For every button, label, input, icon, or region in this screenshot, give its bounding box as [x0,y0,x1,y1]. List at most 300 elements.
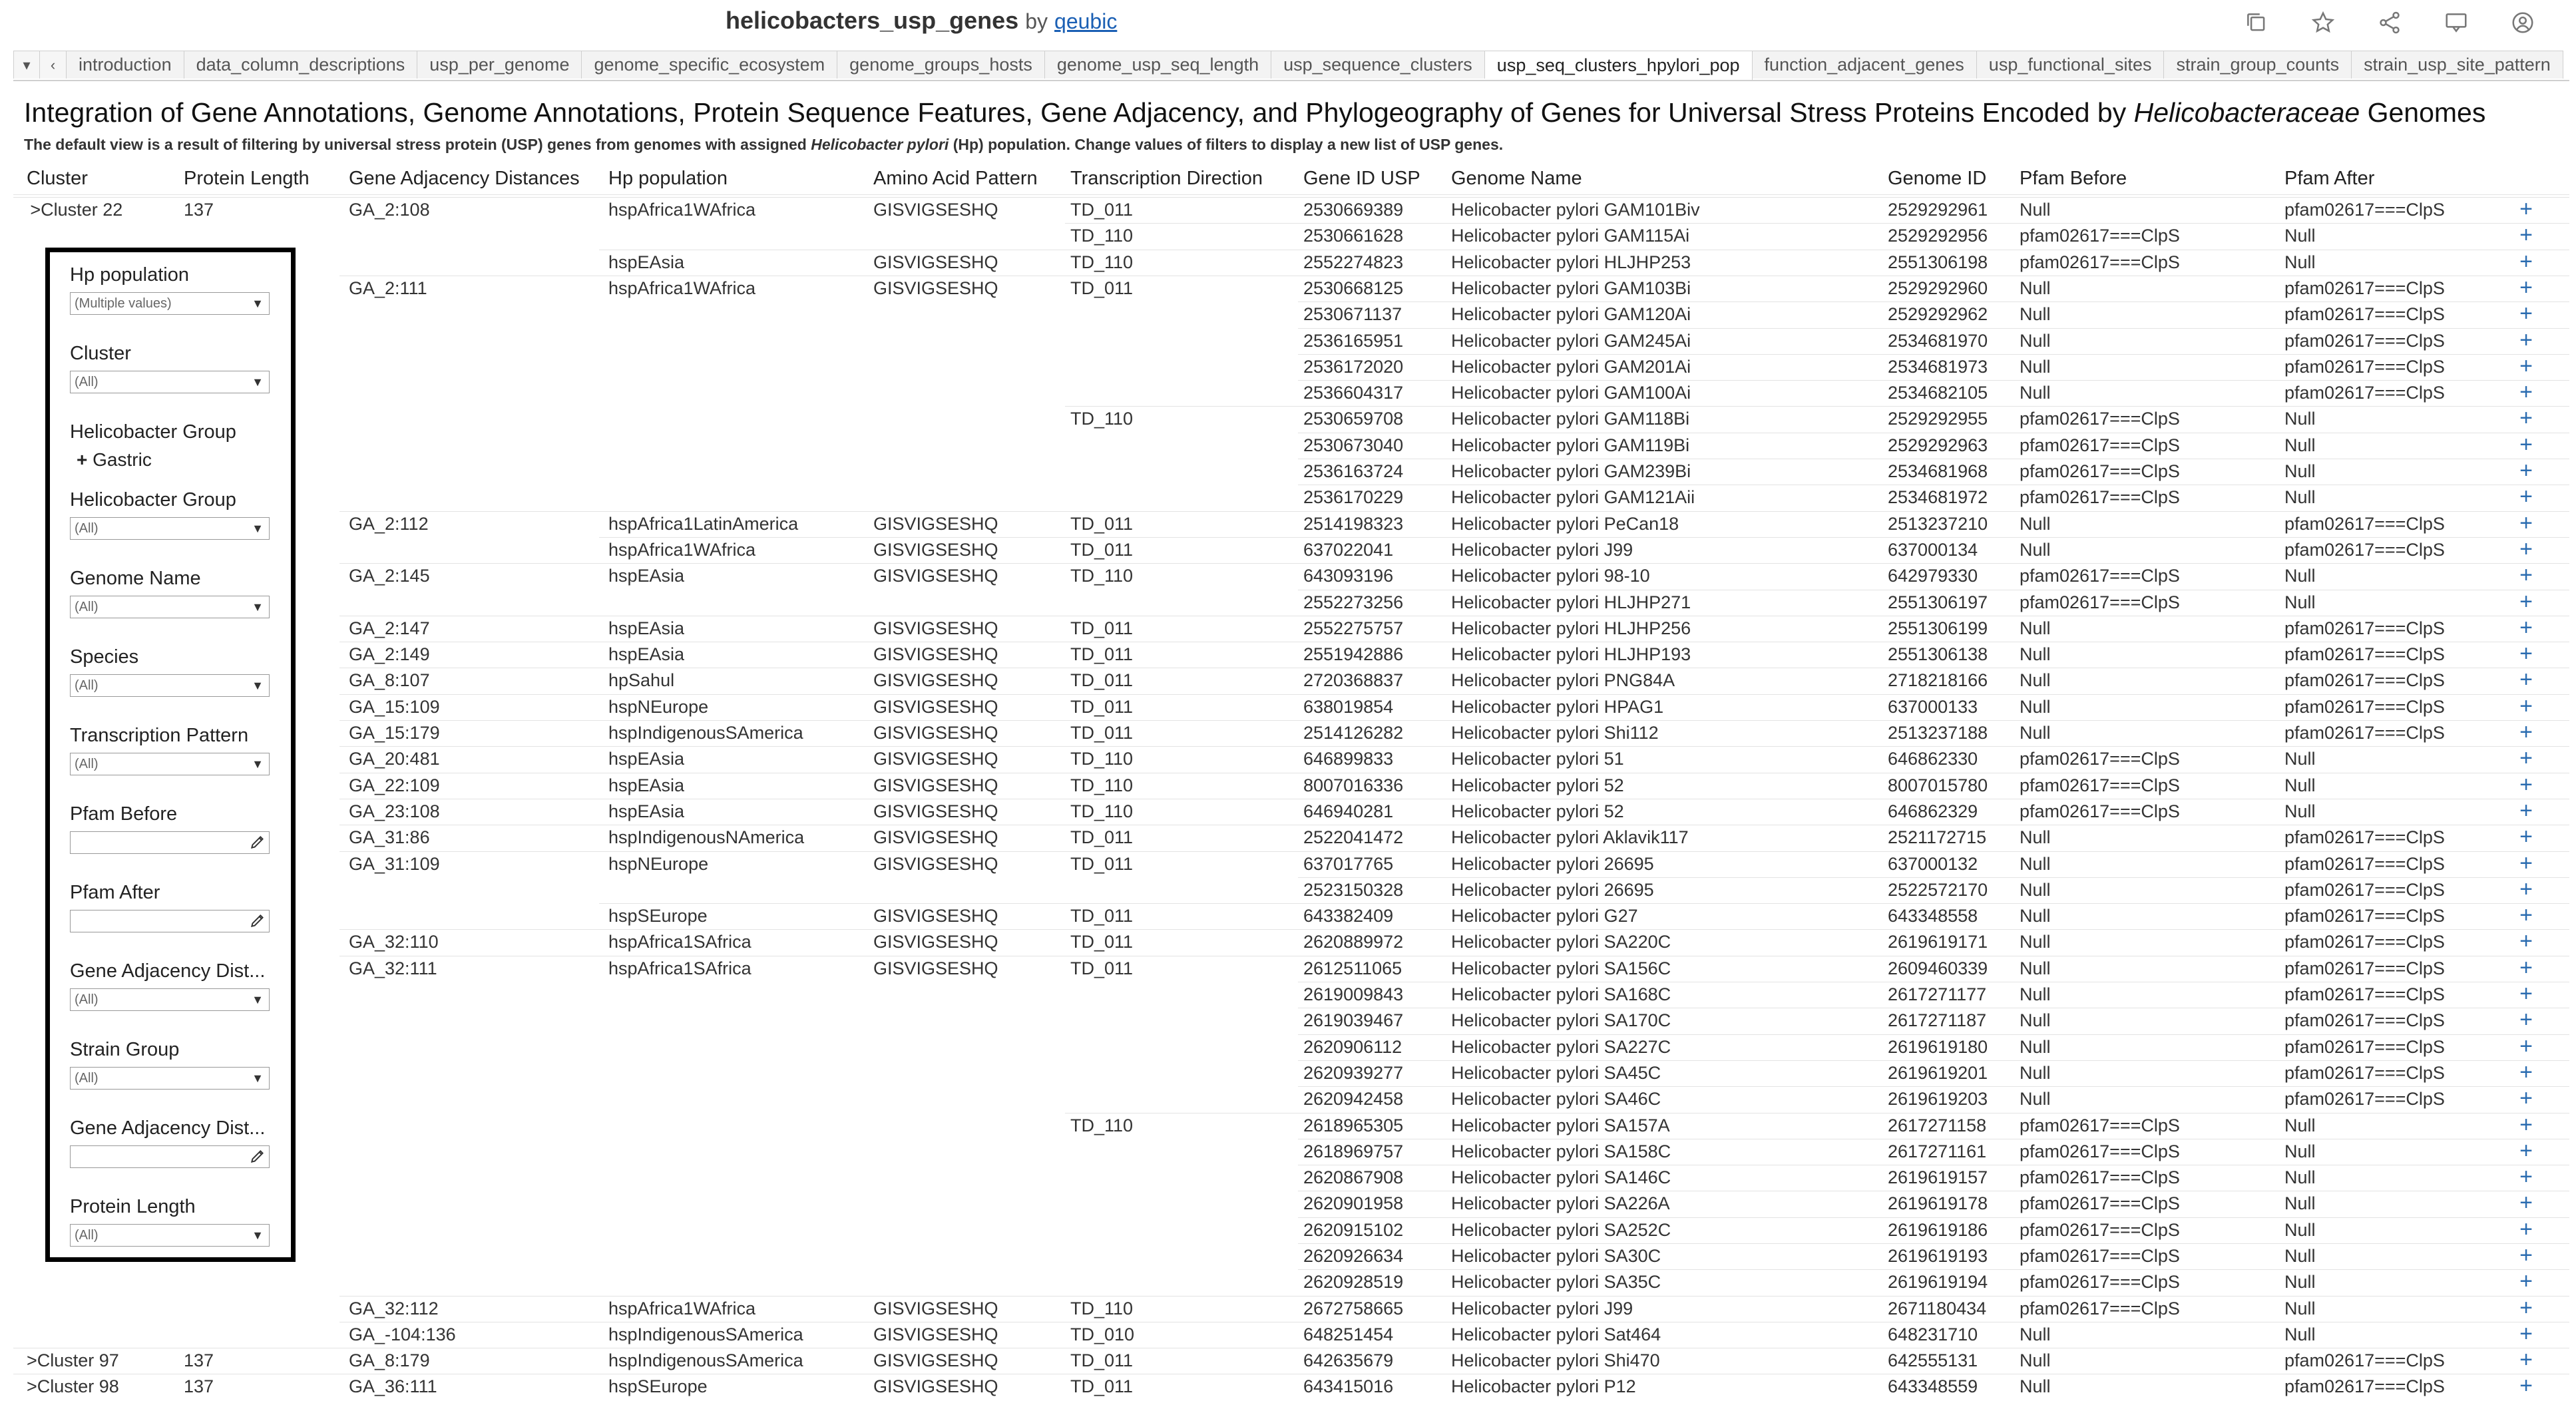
cell-pfam-after: pfam02617===ClpS [2284,854,2445,874]
cell-amino-acid-pattern: GISVIGSESHQ [873,932,998,952]
cell-pfam-before: Null [2020,200,2051,220]
filter-label-pfam-before: Pfam Before [70,803,178,825]
plus-icon[interactable]: + [2519,694,2533,719]
cell-pfam-before: Null [2020,1010,2051,1030]
cell-pfam-after: pfam02617===ClpS [2284,200,2445,220]
cell-pfam-after: pfam02617===ClpS [2284,304,2445,324]
cell-gene-id: 2514198323 [1303,514,1404,534]
cell-genome-name: Helicobacter pylori GAM121Aii [1451,487,1695,507]
plus-icon[interactable]: + [2519,928,2533,954]
cell-transcription-direction: TD_011 [1070,958,1134,978]
cell-gene-id: 2618969757 [1303,1141,1404,1161]
cell-hp-population: hspIndigenousSAmerica [608,1350,803,1370]
workbook-name: helicobacters_usp_genes [726,7,1019,34]
plus-icon[interactable]: + [2519,1295,2533,1320]
cell-gene-adjacency: GA_32:110 [349,932,439,952]
plus-icon[interactable]: + [2519,981,2533,1006]
cell-genome-id: 2619619157 [1888,1167,1988,1187]
filter-dropdown-value: (All) [75,1228,99,1243]
cell-pfam-before: pfam02617===ClpS [2020,1220,2180,1240]
cell-transcription-direction: TD_110 [1070,1115,1134,1135]
cell-genome-name: Helicobacter pylori PeCan18 [1451,514,1679,534]
tab-strain-group-counts[interactable]: strain_group_counts [2164,51,2352,79]
plus-icon[interactable]: + [2519,719,2533,745]
cell-pfam-before: pfam02617===ClpS [2020,801,2180,821]
cell-genome-id: 2529292955 [1888,409,1988,429]
plus-icon[interactable]: + [2519,1112,2533,1137]
cell-gene-adjacency: GA_2:108 [349,200,430,220]
filter-label-transcription-pattern: Transcription Pattern [70,725,249,746]
cell-pfam-after: Null [2284,775,2316,795]
cell-genome-id: 2619619193 [1888,1246,1988,1266]
col-header-gene-adjacency[interactable]: Gene Adjacency Distances [349,168,580,189]
cell-genome-id: 2534681968 [1888,461,1988,481]
cell-genome-id: 648231710 [1888,1324,1978,1344]
filter-label-protein-length: Protein Length [70,1196,196,1217]
copy-icon[interactable] [2243,9,2270,36]
tab-usp-sequence-clusters[interactable]: usp_sequence_clusters [1271,51,1485,79]
plus-icon[interactable]: + [2519,536,2533,562]
filter-label-cluster: Cluster [70,343,131,364]
edit-pencil-icon [249,912,266,929]
cell-genome-id: 643348558 [1888,906,1978,926]
cell-gene-adjacency: GA_23:108 [349,801,440,821]
plus-icon[interactable]: + [2519,379,2533,405]
cell-gene-adjacency: GA_2:147 [349,618,430,638]
col-header-gene-id[interactable]: Gene ID USP [1303,168,1420,189]
tab-introduction[interactable]: introduction [67,51,184,79]
cell-genome-name: Helicobacter pylori GAM119Bi [1451,435,1690,455]
filter-dropdown[interactable] [70,371,270,393]
cell-pfam-before: Null [2020,644,2051,664]
cell-genome-name: Helicobacter pylori 52 [1451,775,1624,795]
cell-amino-acid-pattern: GISVIGSESHQ [873,252,998,272]
cell-transcription-direction: TD_011 [1070,278,1134,298]
cell-genome-name: Helicobacter pylori SA220C [1451,932,1671,952]
chevron-down-icon: ▼ [252,522,264,535]
cell-cluster[interactable]: >Cluster 98 [27,1376,119,1396]
filter-label-genome-name: Genome Name [70,568,201,589]
col-header-protein-length[interactable]: Protein Length [184,168,310,189]
author-link[interactable]: qeubic [1054,9,1118,33]
plus-icon[interactable]: + [2519,1060,2533,1085]
cell-transcription-direction: TD_011 [1070,906,1134,926]
cell-pfam-before: pfam02617===ClpS [2020,1299,2180,1318]
plus-icon[interactable]: + [2519,510,2533,536]
cell-genome-name: Helicobacter pylori HLJHP256 [1451,618,1691,638]
cell-genome-name: Helicobacter pylori GAM245Ai [1451,331,1691,351]
plus-icon[interactable]: + [2519,667,2533,692]
filter-text-input[interactable] [70,831,270,854]
plus-icon[interactable]: + [2519,196,2533,222]
filter-dropdown[interactable] [70,988,270,1011]
cell-pfam-after: pfam02617===ClpS [2284,697,2445,717]
cell-genome-id: 2617271187 [1888,1010,1987,1030]
top-toolbar [2243,9,2536,36]
cell-genome-name: Helicobacter pylori SA168C [1451,984,1671,1004]
cell-amino-acid-pattern: GISVIGSESHQ [873,749,998,769]
cell-pfam-before: Null [2020,723,2051,743]
cell-genome-id: 2521172715 [1888,827,1987,847]
filter-dropdown[interactable] [70,753,270,775]
plus-icon[interactable]: + [2519,353,2533,379]
plus-icon[interactable]: + [2519,641,2533,666]
cell-gene-id: 2619039467 [1303,1010,1404,1030]
cell-gene-id: 2551942886 [1303,644,1404,664]
cell-gene-id: 2672758665 [1303,1299,1404,1318]
cell-gene-adjacency: GA_2:149 [349,644,430,664]
cell-pfam-before: Null [2020,984,2051,1004]
plus-icon[interactable]: + [2519,249,2533,274]
plus-icon[interactable]: + [2519,327,2533,353]
title-italic: Helicobacteraceae [2133,97,2360,128]
plus-icon[interactable]: + [2519,562,2533,588]
cell-pfam-after: Null [2284,1246,2316,1266]
tab-data-column-descriptions[interactable]: data_column_descriptions [184,51,418,79]
header-divider [13,194,2569,195]
cell-pfam-after: pfam02617===ClpS [2284,880,2445,900]
filter-dropdown[interactable] [70,517,270,540]
plus-icon[interactable]: + [2519,851,2533,876]
cell-hp-population: hspAfrica1WAfrica [608,200,756,220]
plus-icon[interactable]: + [2519,484,2533,509]
cell-pfam-before: pfam02617===ClpS [2020,592,2180,612]
cell-hp-population: hspNEurope [608,854,709,874]
col-header-hp-population[interactable]: Hp population [608,168,728,189]
cell-pfam-after: pfam02617===ClpS [2284,670,2445,690]
row-divider [1065,223,2569,224]
filter-text-input[interactable] [70,910,270,932]
cell-genome-name: Helicobacter pylori GAM103Bi [1451,278,1691,298]
plus-icon[interactable]: + [2519,1007,2533,1032]
cell-gene-id: 2536163724 [1303,461,1404,481]
cell-gene-id: 2522041472 [1303,827,1404,847]
cell-genome-id: 646862329 [1888,801,1978,821]
plus-icon[interactable]: + [2519,1347,2533,1372]
cell-pfam-before: Null [2020,906,2051,926]
cell-amino-acid-pattern: GISVIGSESHQ [873,775,998,795]
cell-transcription-direction: TD_110 [1070,409,1134,429]
cell-genome-name: Helicobacter pylori GAM120Ai [1451,304,1691,324]
cell-genome-id: 2617271161 [1888,1141,1987,1161]
plus-icon[interactable]: + [2519,615,2533,640]
cell-pfam-after: Null [2284,409,2316,429]
chevron-down-icon: ▼ [252,297,264,310]
star-icon[interactable] [2310,9,2336,36]
cell-pfam-before: Null [2020,278,2051,298]
cell-gene-id: 2523150328 [1303,880,1404,900]
cell-protein-length: 137 [184,1350,214,1370]
comment-icon[interactable] [2443,9,2469,36]
cell-gene-id: 2552274823 [1303,252,1404,272]
cell-hp-population: hspAfrica1LatinAmerica [608,514,799,534]
cell-pfam-after: Null [2284,1272,2316,1292]
cell-transcription-direction: TD_011 [1070,540,1134,560]
plus-icon[interactable]: + [2519,589,2533,614]
cell-pfam-before: pfam02617===ClpS [2020,226,2180,246]
top-bar [0,0,2576,47]
cell-pfam-after: Null [2284,252,2316,272]
plus-icon[interactable]: + [2519,1243,2533,1268]
plus-icon[interactable]: + [2519,772,2533,797]
cell-amino-acid-pattern: GISVIGSESHQ [873,1299,998,1318]
cell-gene-id: 2620889972 [1303,932,1404,952]
cell-pfam-before: pfam02617===ClpS [2020,435,2180,455]
cell-genome-id: 2522572170 [1888,880,1988,900]
plus-icon[interactable]: + [2519,824,2533,849]
subtitle-end: (Hp) population. Change values of filters to display a new list of USP genes. [949,136,1504,153]
cell-transcription-direction: TD_110 [1070,775,1134,795]
tab-usp-per-genome[interactable]: usp_per_genome [417,51,582,79]
chevron-down-icon: ▼ [252,679,264,692]
plus-icon[interactable]: + [2519,1373,2533,1398]
cell-gene-adjacency: GA_22:109 [349,775,440,795]
plus-icon[interactable]: + [2519,1269,2533,1294]
tab-usp-seq-clusters-hpylori-pop[interactable]: usp_seq_clusters_hpylori_pop [1485,51,1753,80]
cell-pfam-after: pfam02617===ClpS [2284,278,2445,298]
filter-dropdown[interactable] [70,674,270,697]
plus-icon[interactable]: + [2519,405,2533,431]
cell-pfam-after: pfam02617===ClpS [2284,644,2445,664]
cell-genome-id: 2619619171 [1888,932,1988,952]
cell-gene-id: 643382409 [1303,906,1394,926]
filter-dropdown-value: (Multiple values) [75,296,172,311]
plus-icon[interactable]: + [2519,222,2533,248]
cell-amino-acid-pattern: GISVIGSESHQ [873,723,998,743]
cell-genome-name: Helicobacter pylori Sat464 [1451,1324,1661,1344]
chevron-down-icon: ▼ [252,1229,264,1242]
plus-icon[interactable]: + [2519,275,2533,300]
plus-icon[interactable]: + [2519,1034,2533,1059]
cell-amino-acid-pattern: GISVIGSESHQ [873,618,998,638]
cell-gene-adjacency: GA_2:145 [349,566,430,586]
cell-amino-acid-pattern: GISVIGSESHQ [873,854,998,874]
col-header-cluster[interactable]: Cluster [27,168,88,189]
filter-dropdown[interactable] [70,1224,270,1247]
filter-label-species: Species [70,646,139,668]
page-subtitle [24,136,1503,154]
cell-gene-adjacency: GA_20:481 [349,749,440,769]
cell-genome-id: 2551306197 [1888,592,1988,612]
cell-genome-name: Helicobacter pylori SA45C [1451,1063,1661,1083]
col-header-pfam-after[interactable]: Pfam After [2284,168,2375,189]
cell-amino-acid-pattern: GISVIGSESHQ [873,1324,998,1344]
cell-pfam-before: Null [2020,697,2051,717]
cell-transcription-direction: TD_110 [1070,1299,1134,1318]
cell-genome-id: 2619619194 [1888,1272,1988,1292]
tab-strain-usp-site-pattern[interactable]: strain_usp_site_pattern [2352,51,2563,79]
cell-genome-id: 2609460339 [1888,958,1988,978]
cell-amino-acid-pattern: GISVIGSESHQ [873,644,998,664]
cell-pfam-before: pfam02617===ClpS [2020,1167,2180,1187]
cell-gene-id: 642635679 [1303,1350,1394,1370]
cell-genome-name: Helicobacter pylori GAM115Ai [1451,226,1690,246]
col-header-pfam-before[interactable]: Pfam Before [2020,168,2127,189]
filter-panel [45,248,296,1262]
cell-gene-adjacency: GA_31:86 [349,827,430,847]
tab-genome-groups-hosts[interactable]: genome_groups_hosts [837,51,1045,79]
cell-genome-id: 637000133 [1888,697,1978,717]
plus-icon[interactable]: + [2519,301,2533,326]
cell-hp-population: hspIndigenousNAmerica [608,827,805,847]
tab-genome-usp-seq-length[interactable]: genome_usp_seq_length [1045,51,1271,79]
cell-gene-adjacency: GA_2:111 [349,278,427,298]
cell-genome-id: 643348559 [1888,1376,1978,1396]
cell-gene-id: 643093196 [1303,566,1394,586]
cell-hp-population: hspIndigenousSAmerica [608,723,803,743]
plus-icon[interactable]: + [2519,1164,2533,1189]
tab-usp-functional-sites[interactable]: usp_functional_sites [1977,51,2165,79]
cell-pfam-before: Null [2020,514,2051,534]
cell-gene-id: 2620926634 [1303,1246,1404,1266]
plus-icon[interactable]: + [2519,1086,2533,1111]
cell-cluster[interactable]: >Cluster 22 [27,200,123,220]
plus-icon[interactable]: + [2519,877,2533,902]
cell-genome-id: 2619619186 [1888,1220,1988,1240]
plus-icon[interactable]: + [2519,798,2533,823]
cell-transcription-direction: TD_011 [1070,854,1134,874]
cell-genome-name: Helicobacter pylori Shi470 [1451,1350,1660,1370]
cell-pfam-before: pfam02617===ClpS [2020,566,2180,586]
cell-pfam-after: Null [2284,461,2316,481]
plus-icon[interactable]: + [2519,1190,2533,1215]
legend-item-gastric[interactable] [77,449,152,471]
cell-genome-id: 2534681972 [1888,487,1988,507]
cell-pfam-before: Null [2020,854,2051,874]
filter-dropdown-value: (All) [75,757,99,771]
plus-icon[interactable]: + [2519,432,2533,457]
cell-gene-id: 2612511065 [1303,958,1402,978]
plus-icon[interactable]: + [2519,1321,2533,1346]
cell-transcription-direction: TD_011 [1070,670,1134,690]
cell-hp-population: hspSEurope [608,1376,708,1396]
cell-pfam-after: pfam02617===ClpS [2284,1063,2445,1083]
cell-pfam-before: pfam02617===ClpS [2020,1141,2180,1161]
cell-genome-name: Helicobacter pylori GAM201Ai [1451,357,1691,377]
cell-pfam-after: Null [2284,1193,2316,1213]
cell-gene-id: 2530661628 [1303,226,1404,246]
filter-dropdown-value: (All) [75,600,99,614]
cell-genome-name: Helicobacter pylori HPAG1 [1451,697,1664,717]
cell-genome-name: Helicobacter pylori G27 [1451,906,1638,926]
profile-icon[interactable] [2509,9,2536,36]
cell-transcription-direction: TD_110 [1070,252,1134,272]
tab-menu-icon[interactable]: ▾ [13,51,40,79]
cell-genome-id: 2534681970 [1888,331,1988,351]
cell-genome-name: Helicobacter pylori SA252C [1451,1220,1671,1240]
cell-hp-population: hspAfrica1WAfrica [608,1299,756,1318]
cell-genome-id: 2529292956 [1888,226,1988,246]
plus-icon[interactable]: + [2519,1138,2533,1163]
cell-pfam-before: Null [2020,1089,2051,1109]
cell-gene-id: 638019854 [1303,697,1394,717]
cell-genome-id: 2529292962 [1888,304,1988,324]
cell-pfam-before: pfam02617===ClpS [2020,1246,2180,1266]
cell-genome-id: 2551306198 [1888,252,1988,272]
cell-pfam-after: pfam02617===ClpS [2284,618,2445,638]
tab-genome-specific-ecosystem[interactable]: genome_specific_ecosystem [582,51,837,79]
cell-gene-id: 2552275757 [1303,618,1404,638]
cell-pfam-after: pfam02617===ClpS [2284,723,2445,743]
filter-dropdown[interactable] [70,292,270,315]
cell-hp-population: hspAfrica1WAfrica [608,540,756,560]
cell-amino-acid-pattern: GISVIGSESHQ [873,801,998,821]
cell-gene-id: 2536165951 [1303,331,1404,351]
filter-dropdown[interactable] [70,1067,270,1090]
chevron-down-icon: ▼ [252,600,264,614]
cell-pfam-after: Null [2284,749,2316,769]
tab-function-adjacent-genes[interactable]: function_adjacent_genes [1753,51,1977,79]
plus-icon[interactable]: + [2519,955,2533,980]
cell-pfam-after: Null [2284,487,2316,507]
cell-transcription-direction: TD_011 [1070,644,1134,664]
cell-amino-acid-pattern: GISVIGSESHQ [873,697,998,717]
cell-pfam-before: Null [2020,383,2051,403]
cell-pfam-before: Null [2020,932,2051,952]
cell-genome-name: Helicobacter pylori SA46C [1451,1089,1661,1109]
cell-transcription-direction: TD_110 [1070,566,1134,586]
col-header-amino-acid-pattern[interactable]: Amino Acid Pattern [873,168,1038,189]
row-divider [1065,406,2569,407]
cell-genome-id: 2534681973 [1888,357,1988,377]
chevron-down-icon: ▼ [252,375,264,389]
col-header-transcription-direction[interactable]: Transcription Direction [1070,168,1263,189]
cell-genome-name: Helicobacter pylori J99 [1451,1299,1633,1318]
cell-transcription-direction: TD_110 [1070,749,1134,769]
cell-pfam-after: Null [2284,226,2316,246]
cell-gene-id: 2619009843 [1303,984,1404,1004]
cell-gene-id: 637017765 [1303,854,1394,874]
cell-pfam-before: pfam02617===ClpS [2020,409,2180,429]
plus-icon[interactable]: + [2519,745,2533,771]
plus-icon[interactable]: + [2519,458,2533,483]
cell-hp-population: hspEAsia [608,618,685,638]
plus-icon[interactable]: + [2519,1217,2533,1242]
tab-prev-icon[interactable]: ‹ [40,51,67,79]
filter-text-input[interactable] [70,1145,270,1168]
legend-label: Gastric [93,449,152,470]
cell-genome-name: Helicobacter pylori SA158C [1451,1141,1671,1161]
cell-pfam-before: Null [2020,357,2051,377]
cell-genome-name: Helicobacter pylori Aklavik117 [1451,827,1689,847]
chevron-down-icon: ▼ [252,757,264,771]
cell-hp-population: hspNEurope [608,697,709,717]
plus-icon[interactable]: + [2519,903,2533,928]
cell-hp-population: hspEAsia [608,775,685,795]
cell-gene-id: 2530668125 [1303,278,1404,298]
cell-gene-id: 2536172020 [1303,357,1404,377]
cell-gene-adjacency: GA_15:179 [349,723,440,743]
cell-cluster[interactable]: >Cluster 97 [27,1350,119,1370]
cell-genome-id: 2619619178 [1888,1193,1988,1213]
cell-pfam-before: Null [2020,1037,2051,1057]
cell-amino-acid-pattern: GISVIGSESHQ [873,1376,998,1396]
cell-gene-id: 2514126282 [1303,723,1404,743]
col-header-genome-id[interactable]: Genome ID [1888,168,1987,189]
col-header-genome-name[interactable]: Genome Name [1451,168,1582,189]
filter-dropdown-value: (All) [75,375,99,389]
cell-gene-id: 2620867908 [1303,1167,1404,1187]
share-icon[interactable] [2376,9,2403,36]
title-end: Genomes [2360,97,2486,128]
cell-genome-name: Helicobacter pylori PNG84A [1451,670,1675,690]
cell-genome-id: 2619619203 [1888,1089,1988,1109]
cell-genome-id: 2617271158 [1888,1115,1987,1135]
cell-hp-population: hspAfrica1SAfrica [608,932,751,952]
filter-label-helicobacter-group: Helicobacter Group [70,421,236,443]
cell-genome-name: Helicobacter pylori P12 [1451,1376,1636,1396]
filter-dropdown[interactable] [70,596,270,618]
